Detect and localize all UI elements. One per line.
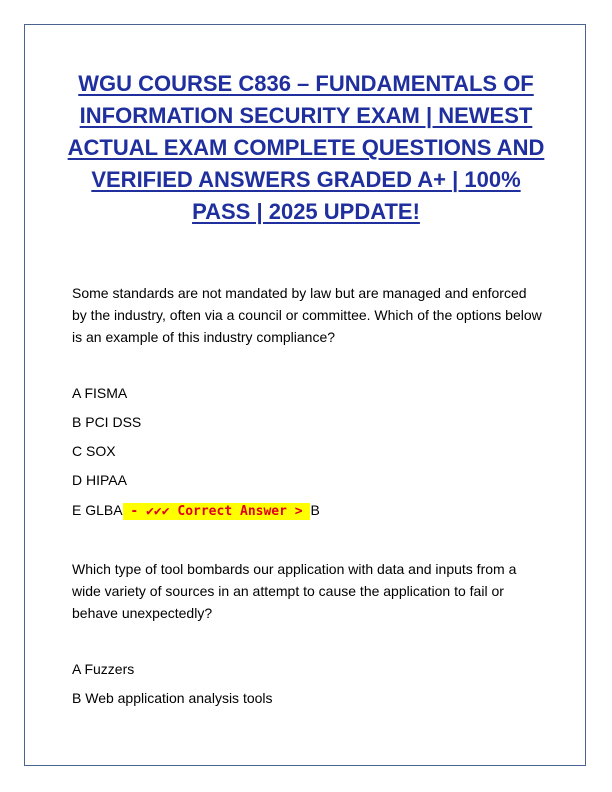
document-title: WGU COURSE C836 – FUNDAMENTALS OF INFORMATION SECURITY EXAM | NEWEST ACTUAL EXAM COMPLETE QUESTIONS AND VERIFIED ANSWERS GRADED A+ | 100% PASS | 2025 UPDATE! [67, 71, 545, 224]
question-2-text: Which type of tool bombards our application with data and inputs from a wide variety of sources in an attempt to cause the application to fail or behave unexpectedly? [72, 561, 517, 621]
question-1-option-a: A FISMA [72, 385, 128, 401]
question-1-option-d: D HIPAA [72, 472, 127, 488]
correct-answer-marker: - ✔✔✔ Correct Answer > [122, 504, 311, 519]
question-1-option-e-with-answer [72, 501, 320, 521]
question-2-option-b: B Web application analysis tools [72, 690, 273, 706]
question-1-answer: B [310, 502, 320, 518]
question-1-text: Some standards are not mandated by law but are managed and enforced by the industry, often via a council or committee. Which of the options below is an example of this industry compliance? [72, 285, 542, 345]
question-1-option-c: C SOX [72, 443, 116, 459]
question-1-option-b: B PCI DSS [72, 414, 142, 430]
question-1-option-e: E GLBA [72, 502, 123, 518]
question-2-option-a: A Fuzzers [72, 661, 135, 677]
